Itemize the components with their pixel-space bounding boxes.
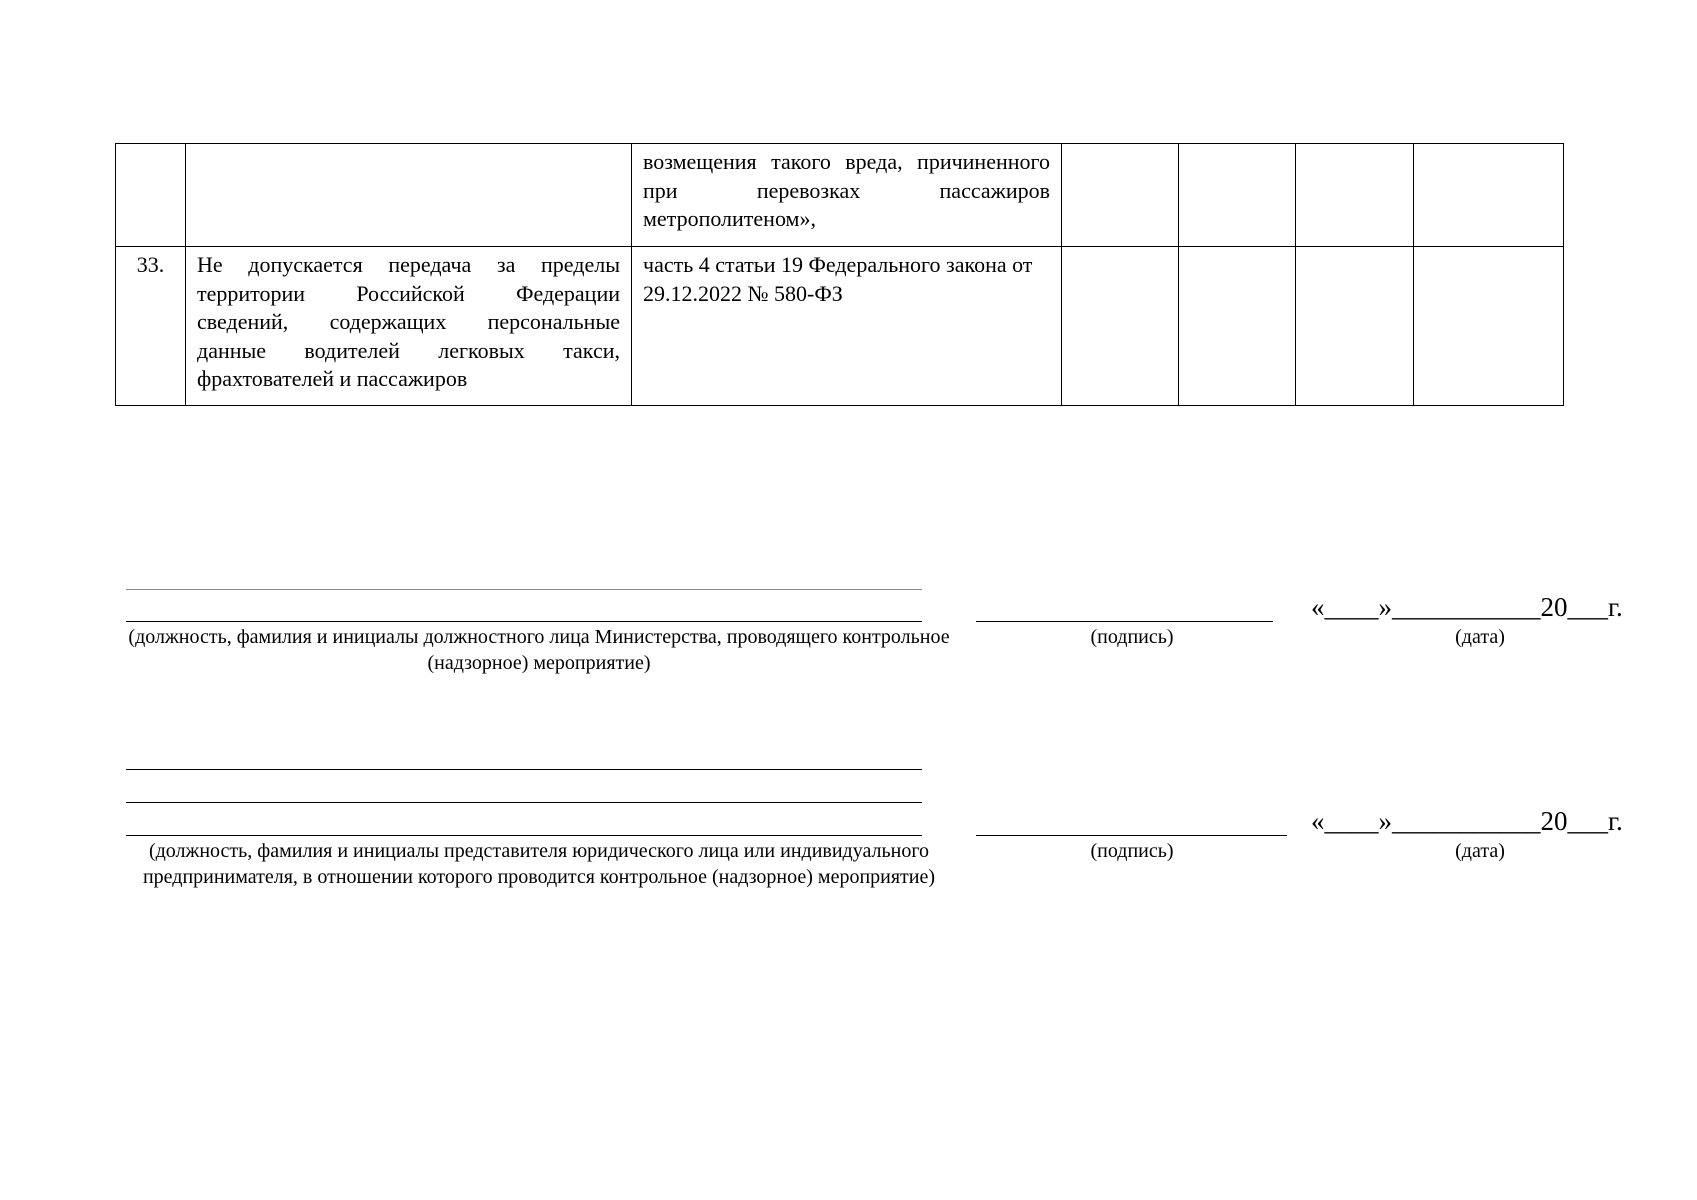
- answer-no-cell: [1179, 144, 1296, 247]
- ministry-official-caption: (должность, фамилия и инициалы должностного лица Министерства, проводящего контрольное (надзорное) мероприятие): [128, 626, 950, 674]
- answer-no-cell: [1179, 247, 1296, 406]
- entity-representative-caption: (должность, фамилия и инициалы представителя юридического лица или индивидуального предпринимателя, в отношении которого проводится контрольное (надзорное) мероприятие): [142, 840, 936, 888]
- table-row: [116, 144, 1564, 247]
- row-number: [116, 144, 186, 247]
- name-line: [126, 589, 922, 590]
- answer-yes-cell: [1062, 247, 1179, 406]
- requirement-cell: [186, 144, 632, 247]
- signature-caption: (подпись): [1090, 626, 1174, 648]
- answer-na-cell: [1296, 144, 1414, 247]
- date-caption: (дата): [1455, 626, 1505, 648]
- name-line: [126, 769, 922, 770]
- checklist-table: [115, 143, 1564, 406]
- name-line: [126, 621, 922, 622]
- note-cell: [1414, 247, 1564, 406]
- answer-yes-cell: [1062, 144, 1179, 247]
- note-cell: [1414, 144, 1564, 247]
- signature-caption: (подпись): [1090, 840, 1174, 862]
- date-field: «____»___________20___г.: [1311, 592, 1623, 622]
- signature-line: [976, 835, 1287, 836]
- signature-line: [976, 621, 1273, 622]
- name-line: [126, 835, 922, 836]
- row-number: 33.: [116, 247, 186, 406]
- table-row: [116, 247, 1564, 406]
- legal-basis-cell: часть 4 статьи 19 Федерального закона от 29.12.2022 № 580-ФЗ: [632, 247, 1062, 406]
- answer-na-cell: [1296, 247, 1414, 406]
- name-line: [126, 802, 922, 803]
- date-field: «____»___________20___г.: [1311, 806, 1623, 836]
- requirement-cell: Не допускается передача за пределы территории Российской Федерации сведений, содержащих персональные данные водителей легковых такси, фрахтователей и пассажиров: [186, 247, 632, 406]
- legal-basis-cell: возмещения такого вреда, причиненного при перевозках пассажиров метрополитеном»,: [632, 144, 1062, 247]
- date-caption: (дата): [1455, 840, 1505, 862]
